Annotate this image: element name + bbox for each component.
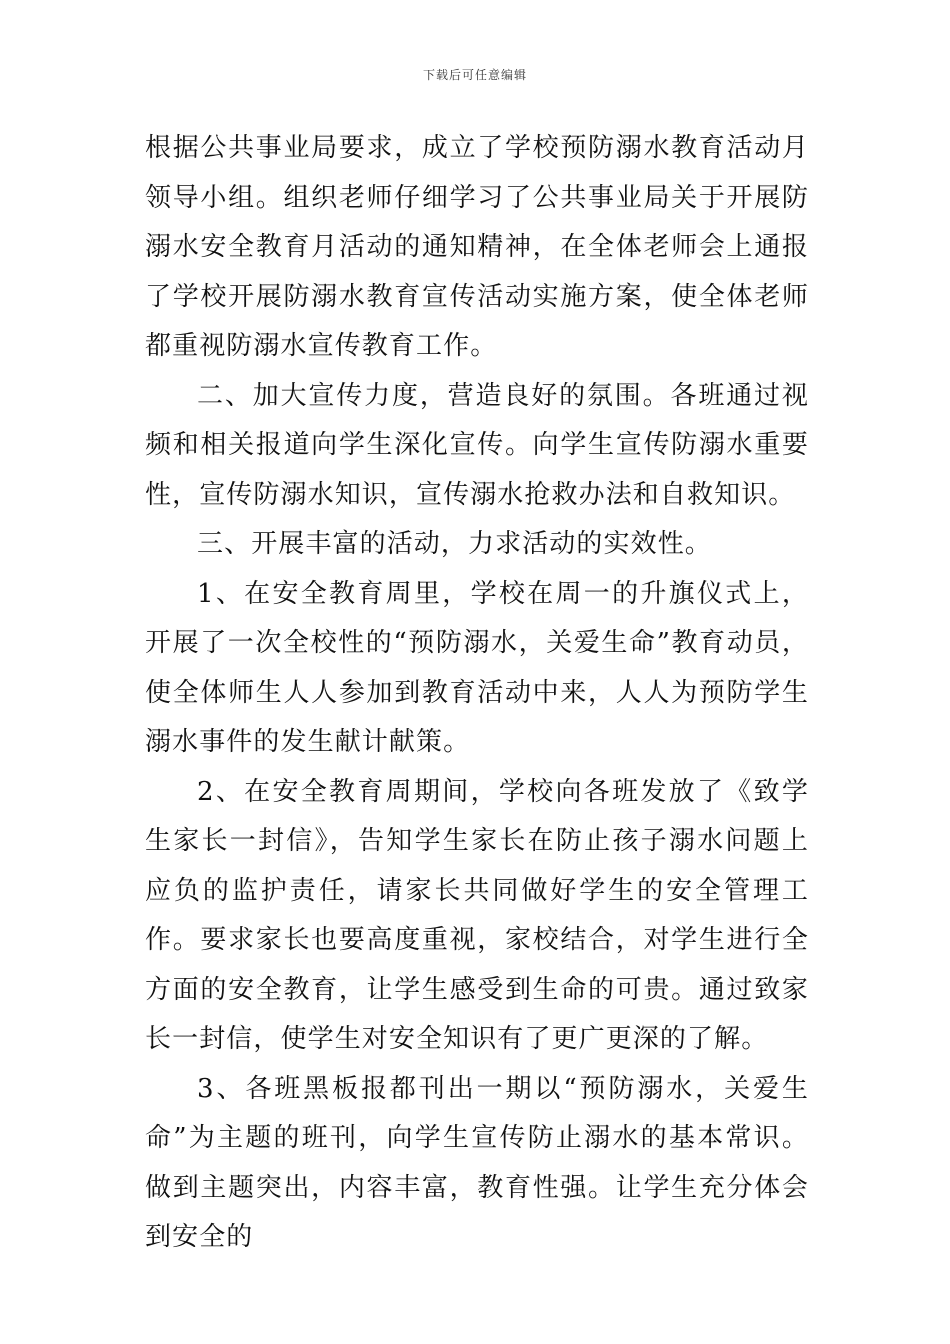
- paragraph-item-two: 2、在安全教育周期间，学校向各班发放了《致学生家长一封信》，告知学生家长在防止孩子溺水问题上应负的监护责任，请家长共同做好学生的安全管理工作。要求家长也要高度重视，家校结合，对学生进行全方面的安全教育，让学生感受到生命的可贵。通过致家长一封信，使学生对安全知识有了更广更深的了解。: [145, 776, 809, 1054]
- page-header-note: 下载后可任意编辑: [422, 68, 527, 82]
- document-body: [145, 124, 809, 1263]
- paragraph-item-one: 1、在安全教育周里，学校在周一的升旗仪式上，开展了一次全校性的“预防溺水，关爱生命”教育动员，使全体师生人人参加到教育活动中来，人人为预防学生溺水事件的发生献计献策。: [145, 578, 809, 757]
- paragraph-section-two: 二、加大宣传力度，营造良好的氛围。各班通过视频和相关报道向学生深化宣传。向学生宣传防溺水重要性，宣传防溺水知识，宣传溺水抢救办法和自救知识。: [145, 380, 809, 510]
- paragraph-item-three: 3、各班黑板报都刊出一期以“预防溺水，关爱生命”为主题的班刊，向学生宣传防止溺水的基本常识。做到主题突出，内容丰富，教育性强。让学生充分体会到安全的: [145, 1073, 809, 1252]
- paragraph-intro: 根据公共事业局要求，成立了学校预防溺水教育活动月领导小组。组织老师仔细学习了公共事业局关于开展防溺水安全教育月活动的通知精神，在全体老师会上通报了学校开展防溺水教育宣传活动实施方案，使全体老师都重视防溺水宣传教育工作。: [145, 133, 809, 361]
- paragraph-section-three: 三、开展丰富的活动，力求活动的实效性。: [197, 529, 712, 559]
